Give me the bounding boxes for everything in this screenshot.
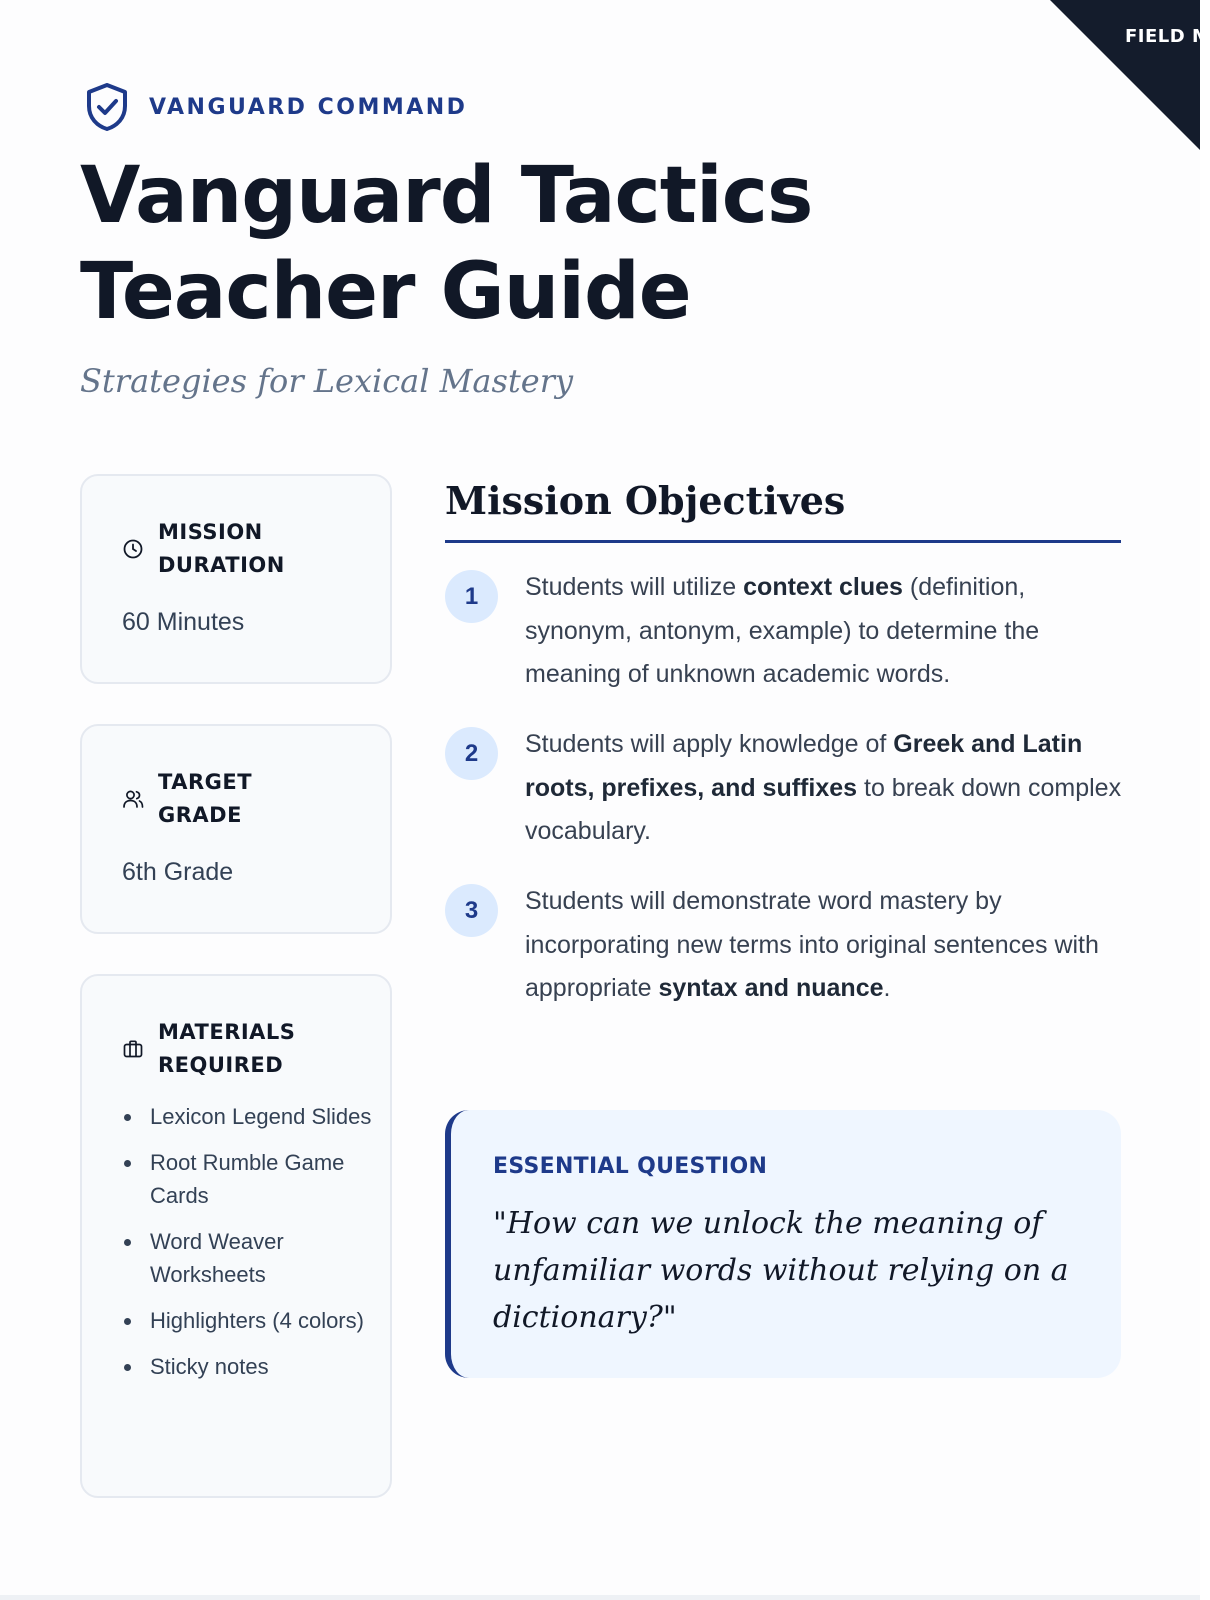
objective-text-pre: Students will utilize bbox=[525, 573, 744, 601]
materials-list bbox=[122, 1100, 372, 1396]
materials-label-line-2: REQUIRED bbox=[158, 1053, 284, 1077]
objective-text-bold: syntax and nuance bbox=[658, 974, 884, 1002]
title-line-2: Teacher Guide bbox=[80, 247, 691, 337]
list-item: Root Rumble Game Cards bbox=[122, 1146, 372, 1212]
list-item: Word Weaver Worksheets bbox=[122, 1225, 372, 1291]
objective-text bbox=[525, 880, 1125, 1011]
objectives-heading: Mission Objectives bbox=[445, 478, 846, 523]
objective-number: 2 bbox=[445, 727, 498, 780]
duration-label bbox=[158, 516, 285, 582]
page-title bbox=[80, 148, 980, 340]
objective-text-bold: context clues bbox=[743, 573, 903, 601]
grade-card bbox=[80, 724, 392, 934]
objective-number: 3 bbox=[445, 884, 498, 937]
list-item: Highlighters (4 colors) bbox=[122, 1304, 372, 1337]
materials-label bbox=[158, 1016, 295, 1082]
grade-label-line-1: TARGET bbox=[158, 770, 253, 794]
duration-card bbox=[80, 474, 392, 684]
page-subtitle: Strategies for Lexical Mastery bbox=[80, 362, 574, 400]
materials-card bbox=[80, 974, 392, 1498]
duration-label-line-2: DURATION bbox=[158, 553, 285, 577]
objective-text-bold: Greek and Latin roots, prefixes, and suffixes bbox=[525, 730, 1083, 802]
objective-text-post: to break down complex vocabulary. bbox=[525, 773, 1122, 845]
briefcase-icon bbox=[122, 1038, 144, 1060]
brand-name: VANGUARD COMMAND bbox=[149, 94, 468, 120]
essential-question-callout bbox=[445, 1110, 1121, 1378]
objective-text-pre: Students will apply knowledge of bbox=[525, 730, 894, 758]
objective-text bbox=[525, 566, 1125, 697]
objectives-divider bbox=[445, 540, 1121, 543]
objective-number: 1 bbox=[445, 570, 498, 623]
duration-label-line-1: MISSION bbox=[158, 520, 263, 544]
objective-text-pre: Students will demonstrate word mastery by incorporating new terms into original sentences with appropriate bbox=[525, 887, 1099, 1002]
title-line-1: Vanguard Tactics bbox=[80, 151, 813, 241]
list-item: Lexicon Legend Slides bbox=[122, 1100, 372, 1133]
objective-text-post: . bbox=[883, 974, 891, 1002]
grade-label-line-2: GRADE bbox=[158, 803, 242, 827]
clock-icon bbox=[122, 538, 144, 560]
corner-ribbon bbox=[1050, 0, 1200, 150]
duration-value: 60 Minutes bbox=[122, 608, 245, 636]
bottom-divider bbox=[0, 1595, 1200, 1600]
brand bbox=[85, 82, 467, 132]
essential-question-text: "How can we unlock the meaning of unfamiliar words without relying on a dictionary?" bbox=[493, 1206, 1069, 1335]
duration-card-header bbox=[122, 516, 285, 582]
grade-label bbox=[158, 766, 252, 832]
objective-text bbox=[525, 723, 1125, 854]
corner-ribbon-label: FIELD M bbox=[1125, 26, 1210, 47]
materials-label-line-1: MATERIALS bbox=[158, 1020, 296, 1044]
essential-question-label: ESSENTIAL QUESTION bbox=[493, 1154, 768, 1179]
shield-check-icon bbox=[85, 82, 129, 132]
grade-value: 6th Grade bbox=[122, 858, 234, 886]
users-icon bbox=[122, 788, 144, 810]
grade-card-header bbox=[122, 766, 252, 832]
materials-card-header bbox=[122, 1016, 295, 1082]
list-item: Sticky notes bbox=[122, 1350, 372, 1383]
objective-text-post: (definition, synonym, antonym, example) to determine the meaning of unknown academic words. bbox=[525, 573, 1040, 688]
